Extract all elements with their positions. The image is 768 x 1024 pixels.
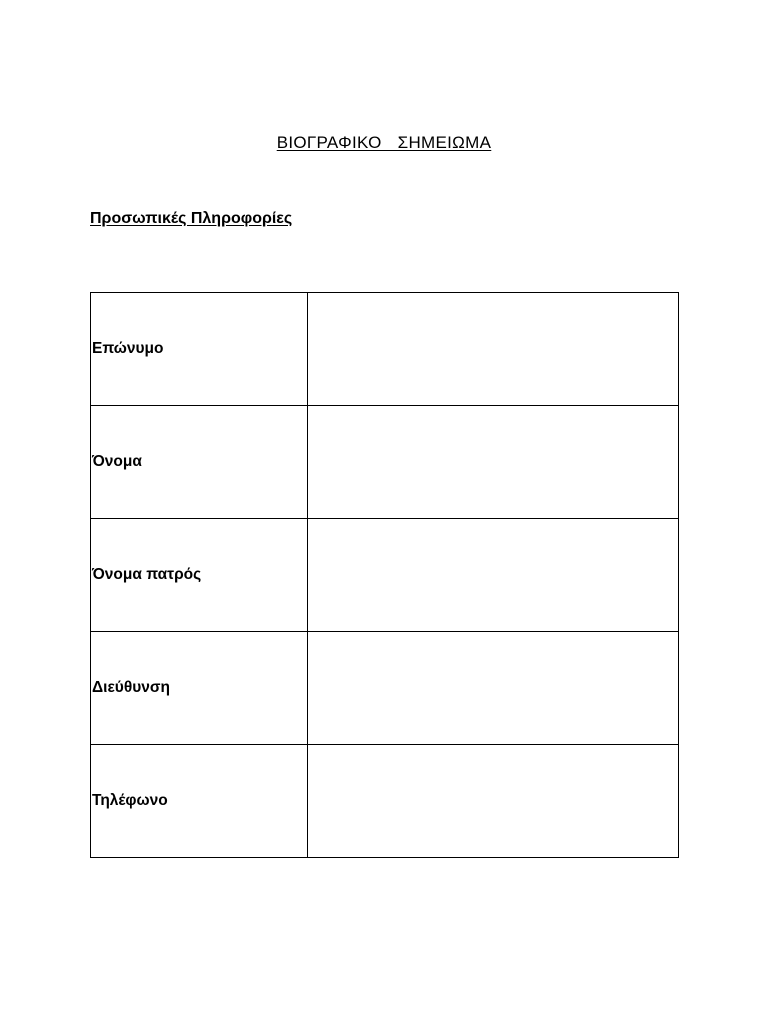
surname-value-cell[interactable] — [308, 293, 679, 406]
first-name-value-cell[interactable] — [308, 406, 679, 519]
table-row-father-name — [91, 519, 679, 632]
personal-info-table — [90, 292, 679, 858]
address-label: Διεύθυνση — [91, 632, 308, 745]
first-name-label: Όνομα — [91, 406, 308, 519]
table-row-first-name — [91, 406, 679, 519]
phone-label: Τηλέφωνο — [91, 745, 308, 858]
phone-value-cell[interactable] — [308, 745, 679, 858]
surname-label: Επώνυμο — [91, 293, 308, 406]
section-heading-personal-info: Προσωπικές Πληροφορίες — [90, 210, 293, 227]
table-row-surname — [91, 293, 679, 406]
table-row-phone — [91, 745, 679, 858]
document-title: ΒΙΟΓΡΑΦΙΚΟ ΣΗΜΕΙΩΜΑ — [276, 133, 492, 152]
address-value-cell[interactable] — [308, 632, 679, 745]
table-row-address — [91, 632, 679, 745]
father-name-label: Όνομα πατρός — [91, 519, 308, 632]
father-name-value-cell[interactable] — [308, 519, 679, 632]
